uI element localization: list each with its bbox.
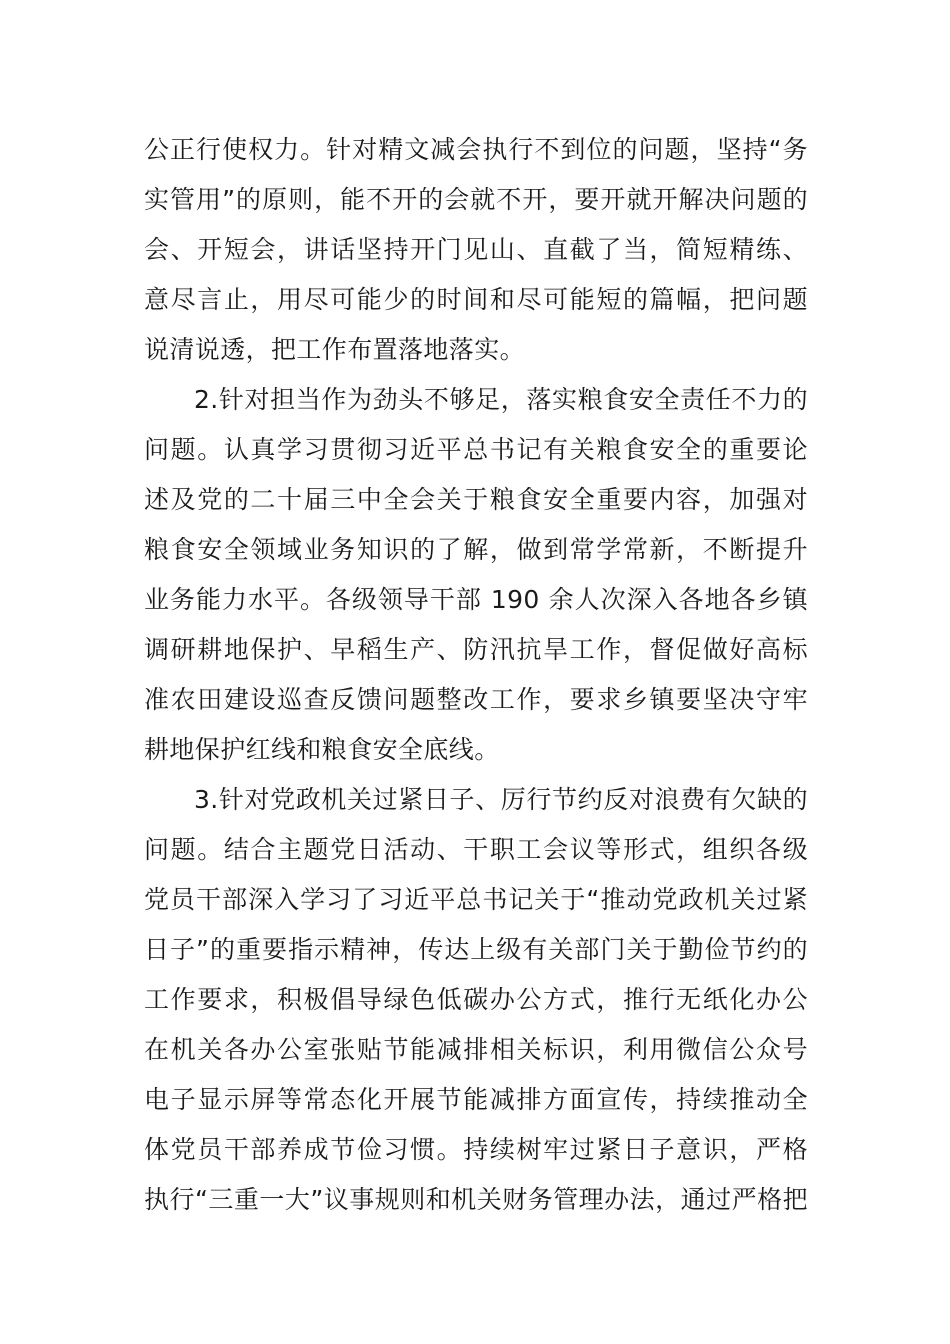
text-line: 党员干部深入学习了习近平总书记关于“推动党政机关过紧 (144, 885, 808, 914)
text-line: 述及党的二十届三中全会关于粮食安全重要内容，加强对 (144, 485, 808, 514)
text-line: 问题。认真学习贯彻习近平总书记有关粮食安全的重要论 (144, 435, 808, 464)
text-line: 电子显示屏等常态化开展节能减排方面宣传，持续推动全 (144, 1085, 808, 1114)
text-line: 业务能力水平。各级领导干部 190 余人次深入各地各乡镇 (144, 585, 808, 614)
text-line: 工作要求，积极倡导绿色低碳办公方式，推行无纸化办公 (144, 985, 808, 1014)
paragraph-2-first-line: 2.针对担当作为劲头不够足，落实粮食安全责任不力的 (194, 385, 808, 414)
text-line: 会、开短会，讲话坚持开门见山、直截了当，简短精练、 (144, 235, 808, 264)
text-line: 实管用”的原则，能不开的会就不开，要开就开解决问题的 (144, 185, 808, 214)
document-body (144, 125, 808, 1225)
text-line: 体党员干部养成节俭习惯。持续树牢过紧日子意识，严格 (144, 1135, 808, 1164)
text-line: 耕地保护红线和粮食安全底线。 (144, 735, 500, 764)
text-line: 在机关各办公室张贴节能减排相关标识，利用微信公众号 (144, 1035, 808, 1064)
text-line: 日子”的重要指示精神，传达上级有关部门关于勤俭节约的 (144, 935, 808, 964)
paragraph-3-first-line: 3.针对党政机关过紧日子、厉行节约反对浪费有欠缺的 (194, 785, 808, 814)
text-line: 公正行使权力。针对精文减会执行不到位的问题，坚持“务 (144, 135, 808, 164)
text-line: 执行“三重一大”议事规则和机关财务管理办法，通过严格把 (144, 1185, 808, 1214)
text-line: 意尽言止，用尽可能少的时间和尽可能短的篇幅，把问题 (144, 285, 808, 314)
text-line: 问题。结合主题党日活动、干职工会议等形式，组织各级 (144, 835, 808, 864)
text-line: 调研耕地保护、早稻生产、防汛抗旱工作，督促做好高标 (144, 635, 808, 664)
text-line: 说清说透，把工作布置落地落实。 (144, 335, 526, 364)
text-line: 粮食安全领域业务知识的了解，做到常学常新，不断提升 (144, 535, 808, 564)
text-line: 准农田建设巡查反馈问题整改工作，要求乡镇要坚决守牢 (144, 685, 808, 714)
